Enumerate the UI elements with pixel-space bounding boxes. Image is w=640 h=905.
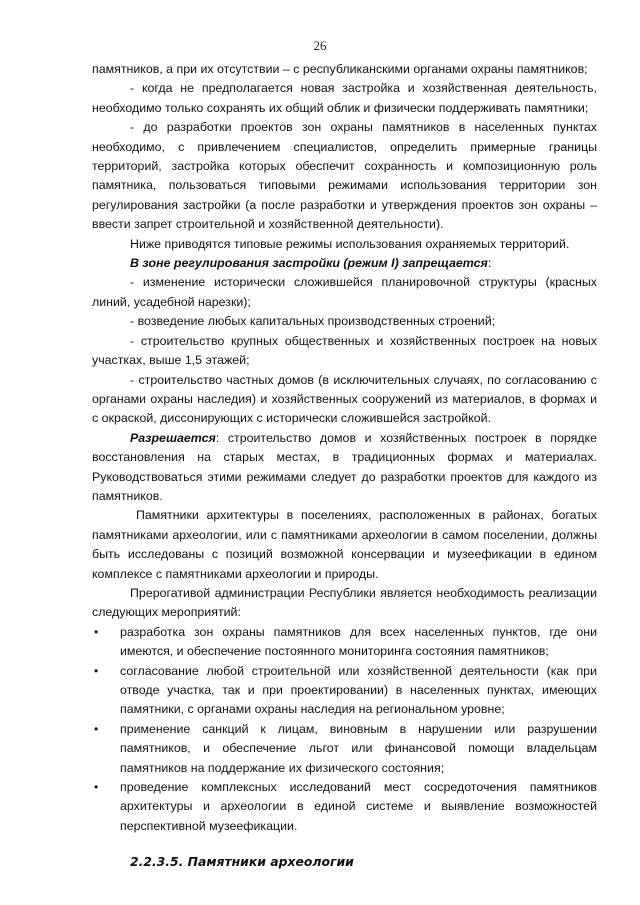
list-item-text: разработка зон охраны памятников для всех населенных пунктов, где они имеются, и обеспечение постоянного мониторинга состояния памятников; [120,624,597,659]
list-item [92,623,597,662]
list-item-text: применение санкций к лицам, виновным в нарушении или разрушении памятников, и обеспечение льгот или финансовой помощи владельцам памятников на поддержание их физического состояния; [120,721,597,775]
paragraph: Ниже приводятся типовые режимы использования охраняемых территорий. [130,236,570,251]
page-number: 26 [313,38,327,53]
paragraph: - строительство частных домов (в исключительных случаях, по согласованию с органами охраны наследия) и хозяйственных сооружений из материалов, в формах и с окраской, диссонирующих с исторически сложившейся застройкой. [92,372,597,426]
regime-heading-text: В зоне регулирования застройки (режим I) запрещается [130,256,488,271]
regime-heading [92,254,597,273]
bullet-icon: • [94,780,99,795]
list-item [92,720,597,778]
page-body [92,60,597,872]
permitted-label: Разрешается [130,430,216,445]
section-heading: 2.2.3.5. Памятники археологии [130,854,354,870]
paragraph: - до разработки проектов зон охраны памятников в населенных пунктах необходимо, с привлечением специалистов, определить примерные границы территорий, застройка которых обеспечит сохранность и композиционную роль памятника, пользоваться типовыми режимами использования территории зон регулирования застройки (а после разработки и утверждения проектов зон охраны – ввести запрет строительной и хозяйственной деятельности). [92,120,597,232]
paragraph: Прерогативой администрации Республики является необходимость реализации следующих мероприятий: [92,585,597,620]
bullet-icon: • [94,663,99,678]
paragraph: памятников, а при их отсутствии – с республиканскими органами охраны памятников; [92,62,588,76]
paragraph: - строительство крупных общественных и хозяйственных построек на новых участках, выше 1,5 этажей; [92,333,597,368]
regime-heading-colon: : [487,256,492,271]
paragraph: Памятники архитектуры в поселениях, расположенных в районах, богатых памятниками археологии, или с памятниками археологии в самом поселении, должны быть исследованы с позиций возможной консервации и музеефикации в едином комплексе с памятниками археологии и природы. [92,508,597,581]
permitted-text: : строительство домов и хозяйственных построек в порядке восстановления на старых местах, в традиционных формах и материалах. Руководствоваться этими режимами следует до разработки проектов для каждого из памятников. [92,430,597,503]
permitted-paragraph [92,429,597,507]
bullet-icon: • [94,624,99,639]
list-item [92,778,597,836]
list-item [92,662,597,720]
measures-list [92,623,597,836]
bullet-icon: • [94,721,99,736]
list-item-text: согласование любой строительной или хозяйственной деятельности (как при отводе участка, так и при проектировании) в населенных пунктах, имеющих памятники, с органами охраны наследия на региональном уровне; [120,663,597,717]
paragraph: - возведение любых капитальных производственных строений; [130,314,496,329]
list-item-text: проведение комплексных исследований мест сосредоточения памятников архитектуры и археологии в единой системе и выявление возможностей перспективной музеефикации. [120,780,597,833]
paragraph: - изменение исторически сложившейся планировочной структуры (красных линий, усадебной нарезки); [92,275,597,309]
paragraph: - когда не предполагается новая застройка и хозяйственная деятельность, необходимо только сохранять их общий облик и физически поддерживать памятники; [92,81,597,115]
